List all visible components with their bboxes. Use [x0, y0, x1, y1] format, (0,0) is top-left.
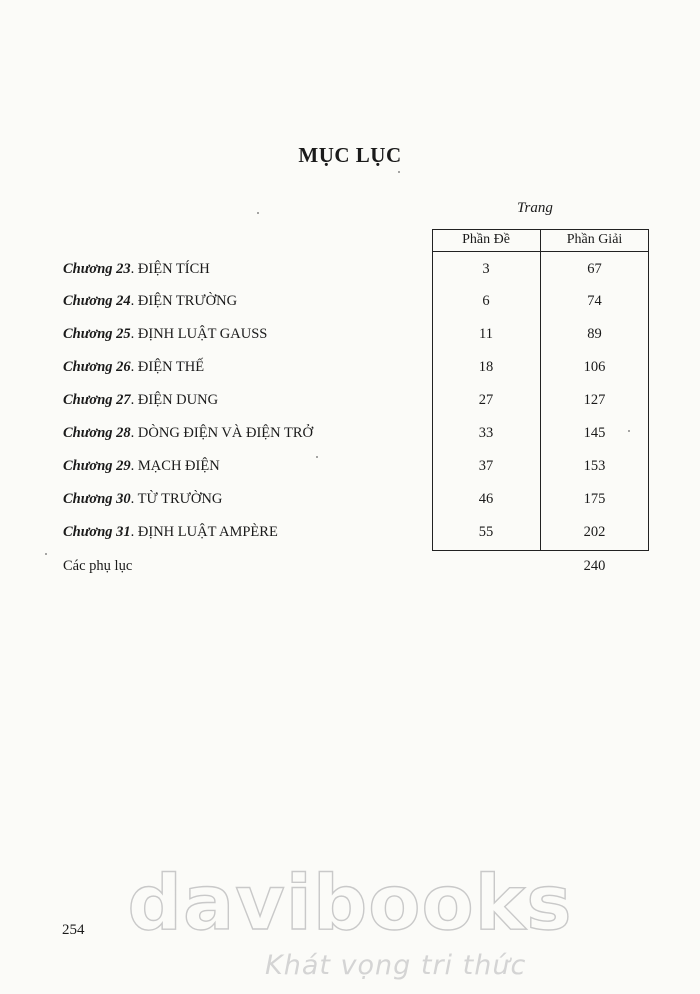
phan-de-page: 55: [478, 524, 494, 540]
toc-entry: [0, 389, 700, 411]
chapter-heading: Chương 29. MẠCH ĐIỆN: [63, 458, 220, 474]
toc-entry: [0, 488, 700, 510]
chapter-heading: Chương 31. ĐỊNH LUẬT AMPÈRE: [63, 524, 278, 540]
appendix-entry: [0, 555, 700, 577]
chapter-number: Chương 31: [63, 524, 131, 540]
phan-giai-page: 202: [583, 524, 606, 540]
chapter-number: Chương 25: [63, 326, 131, 342]
chapter-number: Chương 30: [63, 491, 131, 507]
chapter-number: Chương 27: [63, 392, 131, 408]
page-title: MỤC LỤC: [298, 143, 402, 167]
chapter-heading: Chương 27. ĐIỆN DUNG: [63, 392, 219, 408]
column-header-phan-de: Phần Đề: [462, 232, 510, 247]
phan-giai-page: 127: [583, 392, 606, 408]
phan-de-page: 3: [482, 261, 490, 277]
chapter-heading: Chương 25. ĐỊNH LUẬT GAUSS: [63, 326, 268, 342]
chapter-number: Chương 24: [63, 293, 131, 309]
watermark-tagline: Khát vọng tri thức: [265, 950, 527, 981]
toc-entry: [0, 290, 700, 312]
phan-de-page: 6: [482, 293, 490, 309]
chapter-heading: Chương 26. ĐIỆN THẾ: [63, 359, 205, 375]
phan-giai-page: 106: [583, 359, 606, 375]
toc-entry: [0, 521, 700, 543]
toc-entry: [0, 323, 700, 345]
appendix-page: 240: [583, 558, 606, 574]
chapter-title: TỪ TRƯỜNG: [137, 491, 223, 507]
chapter-heading: Chương 24. ĐIỆN TRƯỜNG: [63, 293, 238, 309]
watermark-brand: davibooks: [127, 858, 573, 947]
phan-giai-page: 67: [587, 261, 602, 277]
table-header-divider: [433, 251, 648, 252]
chapter-heading: Chương 23. ĐIỆN TÍCH: [63, 261, 210, 277]
phan-de-page: 33: [478, 425, 494, 441]
chapter-title: ĐIỆN THẾ: [137, 359, 205, 375]
phan-giai-page: 74: [587, 293, 602, 309]
toc-entry: [0, 356, 700, 378]
phan-giai-page: 153: [583, 458, 606, 474]
phan-giai-page: 89: [587, 326, 602, 342]
chapter-heading: Chương 30. TỪ TRƯỜNG: [63, 491, 223, 507]
chapter-title: DÒNG ĐIỆN VÀ ĐIỆN TRỞ: [137, 425, 313, 441]
chapter-number: Chương 29: [63, 458, 131, 474]
phan-de-page: 46: [478, 491, 494, 507]
chapter-title: ĐIỆN DUNG: [137, 392, 219, 408]
chapter-title: ĐỊNH LUẬT AMPÈRE: [137, 524, 278, 540]
phan-de-page: 18: [478, 359, 494, 375]
toc-entry: [0, 258, 700, 280]
scan-speck: [257, 212, 259, 214]
chapter-number: Chương 23: [63, 261, 131, 277]
chapter-title: ĐIỆN TÍCH: [137, 261, 210, 277]
phan-giai-page: 175: [583, 491, 606, 507]
phan-de-page: 11: [479, 326, 493, 342]
toc-entry: [0, 455, 700, 477]
chapter-title: MẠCH ĐIỆN: [137, 458, 220, 474]
scan-speck: [628, 430, 630, 432]
chapter-heading: Chương 28. DÒNG ĐIỆN VÀ ĐIỆN TRỞ: [63, 425, 313, 441]
chapter-number: Chương 28: [63, 425, 131, 441]
scan-speck: [398, 171, 400, 173]
toc-entry: [0, 422, 700, 444]
chapter-number: Chương 26: [63, 359, 131, 375]
scan-speck: [316, 456, 318, 458]
chapter-title: ĐỊNH LUẬT GAUSS: [137, 326, 268, 342]
phan-de-page: 37: [478, 458, 494, 474]
column-header-phan-giai: Phần Giải: [566, 232, 623, 247]
chapter-title: ĐIỆN TRƯỜNG: [137, 293, 238, 309]
trang-label: Trang: [517, 200, 553, 216]
appendix-label: Các phụ lục: [63, 558, 133, 574]
phan-de-page: 27: [478, 392, 494, 408]
scan-speck: [45, 553, 47, 555]
page-number: 254: [62, 922, 85, 938]
phan-giai-page: 145: [583, 425, 606, 441]
